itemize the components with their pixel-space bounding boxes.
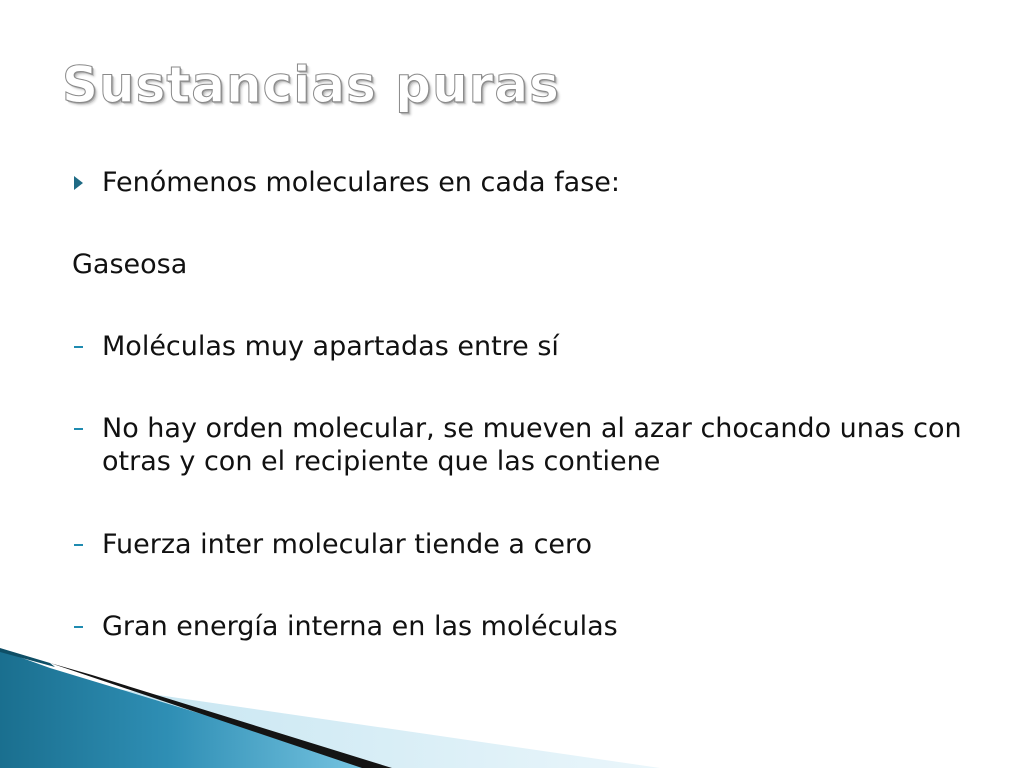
list-item <box>72 528 972 561</box>
intro-bullet-text: Fenómenos moleculares en cada fase: <box>102 167 620 198</box>
list-item-text: Fuerza inter molecular tiende a cero <box>102 529 593 560</box>
slide-title: Sustancias puras <box>62 56 560 114</box>
triangle-right-icon <box>74 166 83 199</box>
list-item-text: Gran energía interna en las moléculas <box>102 611 618 642</box>
dash-icon <box>74 412 83 445</box>
slide-body <box>72 166 972 643</box>
dash-icon <box>74 528 83 561</box>
list-item <box>72 330 972 363</box>
dash-icon <box>74 330 83 363</box>
list-item-text: No hay orden molecular, se mueven al azar chocando unas con otras y con el recipiente que las contiene <box>102 413 962 477</box>
section-heading: Gaseosa <box>72 249 188 280</box>
intro-bullet <box>72 166 972 199</box>
corner-decoration <box>0 638 1024 768</box>
list-item <box>72 412 972 478</box>
list-item-text: Moléculas muy apartadas entre sí <box>102 331 559 362</box>
